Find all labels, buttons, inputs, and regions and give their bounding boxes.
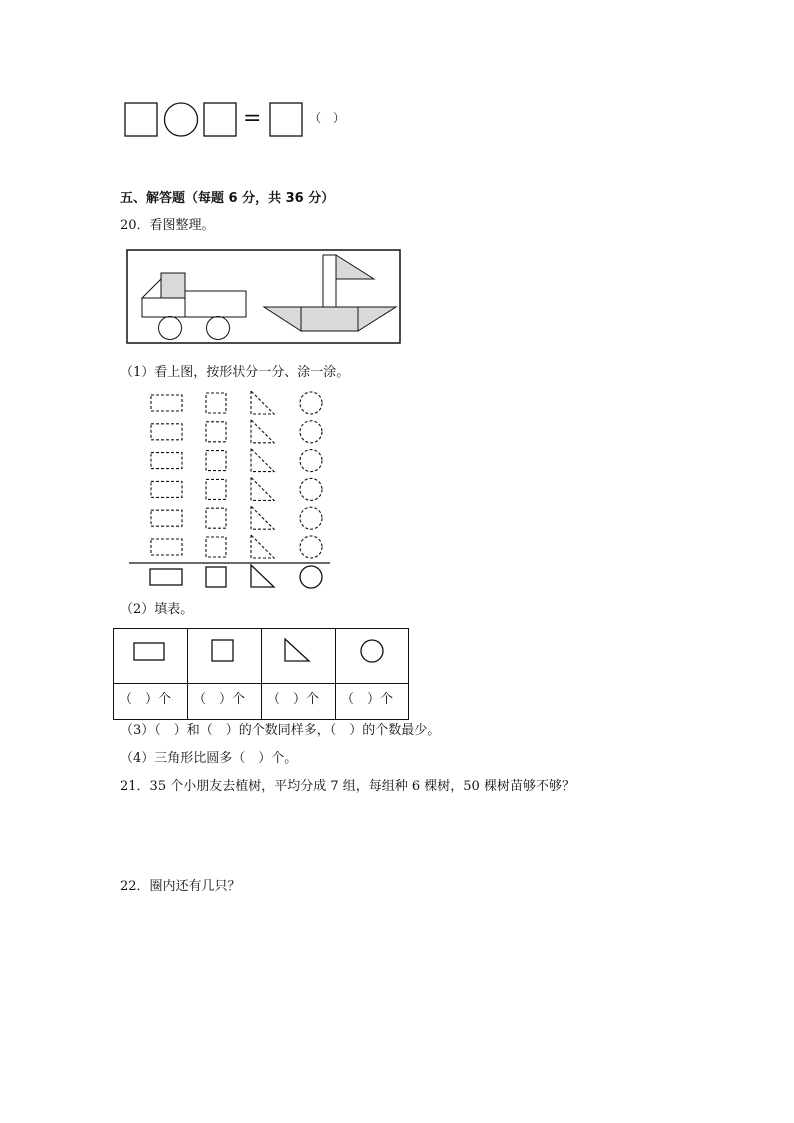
dashed-triangle-slot xyxy=(251,506,274,529)
dashed-triangle-slot xyxy=(251,535,274,558)
dashed-triangle-slot xyxy=(251,477,274,500)
question-20-part-2: （2）填表。 xyxy=(120,602,194,617)
truck-front-triangle xyxy=(142,279,161,298)
dashed-circle-slot xyxy=(300,536,322,558)
dashed-rectangle-slot xyxy=(151,481,182,497)
square-icon xyxy=(270,103,302,136)
truck-boat-picture xyxy=(126,249,402,345)
truck-cargo-rect xyxy=(185,291,246,317)
square-icon xyxy=(206,567,226,587)
boat-hull-right-triangle xyxy=(358,307,396,331)
square-icon xyxy=(212,640,233,661)
equals-sign: = xyxy=(243,106,262,131)
truck-wheel-circle xyxy=(207,317,230,340)
circle-icon xyxy=(300,566,322,588)
answer-blank: （ ） xyxy=(309,111,346,125)
dashed-rectangle-slot xyxy=(151,424,182,440)
triangle-icon xyxy=(251,565,274,587)
dashed-rectangle-slot xyxy=(151,510,182,526)
table-cell-square-count[interactable]: （ ）个 xyxy=(193,692,246,707)
boat-figure xyxy=(264,255,396,331)
boat-flag-triangle xyxy=(336,255,374,279)
boat-mast-rect xyxy=(323,255,336,307)
dashed-circle-slot xyxy=(300,392,322,414)
circle-icon xyxy=(361,640,383,662)
question-20-part-4: （4）三角形比圆多（ ）个。 xyxy=(120,751,298,766)
dashed-triangle-slot xyxy=(251,391,274,414)
truck-cab-square xyxy=(161,273,185,298)
dashed-square-slot xyxy=(206,537,226,557)
dashed-rectangle-slot xyxy=(151,395,182,411)
truck-body-rect xyxy=(142,298,185,317)
table-cell-triangle-count[interactable]: （ ）个 xyxy=(267,692,320,707)
truck-wheel-circle xyxy=(159,317,182,340)
square-icon xyxy=(204,103,236,136)
question-22-text: 22．圈内还有几只？ xyxy=(120,879,241,894)
dashed-square-slot xyxy=(206,451,226,471)
circle-icon xyxy=(165,103,198,136)
dashed-square-slot xyxy=(206,393,226,413)
question-20-title: 20．看图整理。 xyxy=(120,218,215,233)
table-cell-circle-count[interactable]: （ ）个 xyxy=(341,692,394,707)
dashed-circle-slot xyxy=(300,450,322,472)
dashed-rectangle-slot xyxy=(151,539,182,555)
triangle-icon xyxy=(285,639,309,661)
dashed-triangle-slot xyxy=(251,420,274,443)
dashed-circle-slot xyxy=(300,507,322,529)
dashed-square-slot xyxy=(206,479,226,499)
sorting-chart xyxy=(126,389,336,589)
dashed-square-slot xyxy=(206,422,226,442)
boat-hull-left-triangle xyxy=(264,307,301,331)
table-cell-rectangle-count[interactable]: （ ）个 xyxy=(119,692,172,707)
question-20-part-1: （1）看上图，按形状分一分、涂一涂。 xyxy=(120,365,350,380)
dashed-circle-slot xyxy=(300,421,322,443)
truck-figure xyxy=(142,273,246,340)
dashed-circle-slot xyxy=(300,478,322,500)
question-21-text: 21．35 个小朋友去植树，平均分成 7 组，每组种 6 棵树，50 棵树苗够不够？ xyxy=(120,779,575,794)
square-icon xyxy=(125,103,157,136)
rectangle-icon xyxy=(150,569,182,585)
boat-hull-rect xyxy=(301,307,358,331)
count-table xyxy=(113,628,409,720)
dashed-rectangle-slot xyxy=(151,453,182,469)
section-title: 五、解答题（每题 6 分，共 36 分） xyxy=(120,191,335,206)
dashed-square-slot xyxy=(206,508,226,528)
dashed-triangle-slot xyxy=(251,449,274,472)
rectangle-icon xyxy=(134,643,164,660)
question-20-part-3: （3）（ ）和（ ）的个数同样多，（ ）的个数最少。 xyxy=(120,723,441,738)
